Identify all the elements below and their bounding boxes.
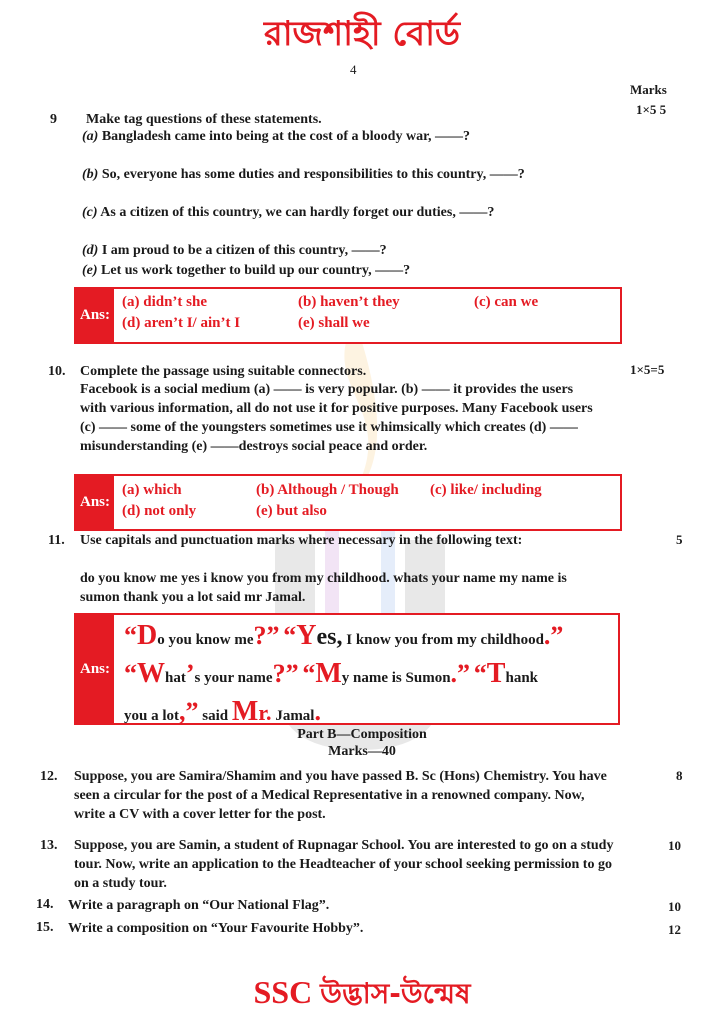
answer-text: hat xyxy=(165,670,186,686)
item-text: I am proud to be a citizen of this country, ——? xyxy=(101,243,387,258)
q15-marks: 12 xyxy=(668,922,681,937)
quote-mark: “ xyxy=(473,659,487,688)
quote-mark: “ xyxy=(283,621,297,650)
q11-text: do you know me yes i know you from my childhood. whats your name my name is sumon thank you a lot said mr Jamal. xyxy=(80,571,567,605)
quote-mark: “ xyxy=(124,621,137,650)
q12-marks: 8 xyxy=(676,768,683,783)
punctuation-mark: . xyxy=(314,697,321,726)
q11-answer-line-2 xyxy=(124,657,563,695)
capital-letter: D xyxy=(137,620,158,651)
answer-text: Jamal xyxy=(275,708,315,724)
answer-text: s your name xyxy=(194,670,273,686)
q9-answer-c: (c) can we xyxy=(474,294,539,310)
q9-marks: 1×5 5 xyxy=(636,102,667,117)
q12-number: 12. xyxy=(40,769,58,784)
q9-answer-a: (a) didn’t she xyxy=(122,294,208,310)
item-text: Let us work together to build up our country, ——? xyxy=(101,263,411,278)
capital-letter: Y xyxy=(296,620,317,651)
punctuation-mark: ’ xyxy=(185,659,195,688)
q11-instruction: Use capitals and punctuation marks where necessary in the following text: xyxy=(80,533,523,548)
q10-answer-a: (a) which xyxy=(122,482,182,498)
board-title: রাজশাহী বোর্ড xyxy=(264,14,460,54)
item-label: (e) xyxy=(82,263,98,278)
capital-letter: M xyxy=(231,696,259,727)
answer-label: Ans: xyxy=(76,289,114,342)
q9-item-a xyxy=(82,128,594,146)
q10-answer-e: (e) but also xyxy=(256,503,327,519)
q15-text: Write a composition on “Your Favourite Hobby”. xyxy=(68,921,364,936)
q14-marks: 10 xyxy=(668,899,681,914)
answer-text: hank xyxy=(505,670,539,686)
q10-passage: Facebook is a social medium (a) —— is very popular. (b) —— it provides the users with various information, all do not use it for positive purposes. Many Facebook users (c) —— some of the youngsters sometimes use it whimsically which creates (d) —— misunderstanding (e) ——destroys social peace and order. xyxy=(80,382,593,454)
q9-item-d xyxy=(82,242,602,260)
footer-bangla: উদ্ভাস-উন্মেষ xyxy=(320,977,471,1010)
capital-letter: W xyxy=(137,658,165,689)
item-label: (c) xyxy=(82,205,98,220)
q9-item-e xyxy=(82,262,602,280)
q9-answer-body xyxy=(114,289,620,342)
punctuation-mark: .” xyxy=(450,659,471,688)
q10-marks: 1×5=5 xyxy=(630,362,665,377)
item-label: (a) xyxy=(82,129,99,144)
capital-letter: T xyxy=(486,658,506,689)
q10-answer-d: (d) not only xyxy=(122,503,197,519)
q11-number: 11. xyxy=(48,533,65,548)
item-label: (b) xyxy=(82,167,99,182)
answer-label: Ans: xyxy=(76,615,114,723)
q9-answer-b: (b) haven’t they xyxy=(298,294,400,310)
q10-instruction: Complete the passage using suitable connectors. xyxy=(80,364,367,379)
answer-label: Ans: xyxy=(76,476,114,529)
punctuation-mark: ?” xyxy=(253,621,280,650)
footer-ssc: SSC xyxy=(253,974,313,1010)
item-text: So, everyone has some duties and responsibilities to this country, ——? xyxy=(101,167,525,182)
q12-text: Suppose, you are Samira/Shamim and you have passed B. Sc (Hons) Chemistry. You have seen a circular for the post of a Medical Representative in a renowned company. Now, write a CV with a cover letter for the post. xyxy=(74,769,607,822)
q9-item-c xyxy=(82,204,594,222)
q14-text: Write a paragraph on “Our National Flag”. xyxy=(68,898,330,913)
q13-text: Suppose, you are Samin, a student of Rupnagar School. You are interested to go on a study tour. Now, write an application to the Headteacher of your school seeking permission to go on a study tour. xyxy=(74,838,614,891)
answer-text: said xyxy=(202,708,229,724)
q10-answer-c: (c) like/ including xyxy=(430,482,542,498)
q10-number: 10. xyxy=(48,364,66,379)
q14-number: 14. xyxy=(36,897,54,912)
q11-answer-body xyxy=(114,615,573,727)
punctuation-mark: .” xyxy=(543,621,564,650)
quote-mark: “ xyxy=(302,659,316,688)
part-b-title: Part B—Composition xyxy=(297,727,427,742)
q9-item-b xyxy=(82,166,594,184)
q10-answer-box xyxy=(74,474,622,531)
answer-text: es, xyxy=(316,624,343,650)
q9-number: 9 xyxy=(50,112,57,127)
part-b-marks: Marks—40 xyxy=(328,744,396,759)
answer-text: you a lot xyxy=(124,708,180,724)
marks-heading: Marks xyxy=(630,82,667,97)
answer-text: y name is Sumon xyxy=(341,670,451,686)
q15-number: 15. xyxy=(36,920,54,935)
q11-answer-box xyxy=(74,613,620,725)
q10-answer-b: (b) Although / Though xyxy=(256,482,399,498)
punctuation-mark: ?” xyxy=(272,659,299,688)
q11-answer-line-1 xyxy=(124,619,563,657)
q9-answer-e: (e) shall we xyxy=(298,315,370,331)
q13-number: 13. xyxy=(40,838,58,853)
answer-text: o you know me xyxy=(157,632,254,648)
capital-letter: M xyxy=(315,658,342,689)
q9-answer-box xyxy=(74,287,622,344)
q9-answer-d: (d) aren’t I/ ain’t I xyxy=(122,315,241,331)
footer-title xyxy=(0,972,724,1019)
q11-marks: 5 xyxy=(676,532,683,547)
item-text: Bangladesh came into being at the cost of a bloody war, ——? xyxy=(101,129,470,144)
page-number: 4 xyxy=(350,62,357,77)
q9-instruction: Make tag questions of these statements. xyxy=(86,112,322,127)
quote-mark: “ xyxy=(124,659,137,688)
answer-text: r. xyxy=(258,700,272,725)
item-text: As a citizen of this country, we can hardly forget our duties, ——? xyxy=(100,205,495,220)
q10-answer-body xyxy=(114,476,620,529)
q13-marks: 10 xyxy=(668,838,681,853)
answer-text: I know you from my childhood xyxy=(342,632,544,648)
item-label: (d) xyxy=(82,243,99,258)
punctuation-mark: ,” xyxy=(179,697,199,726)
